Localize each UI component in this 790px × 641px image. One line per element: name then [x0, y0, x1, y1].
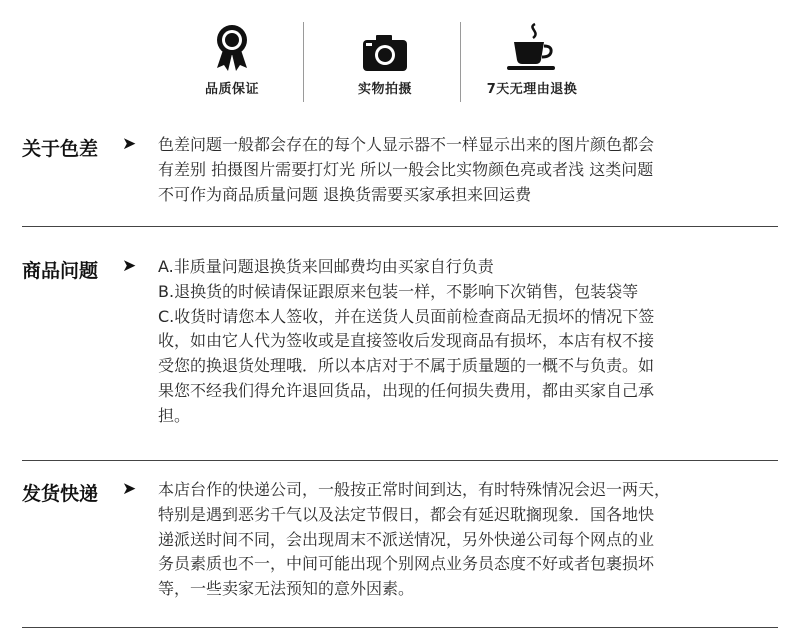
text-line: 收，如由它人代为签收或是直接签收后发现商品有损坏，本店有权不接	[158, 331, 655, 351]
badge-divider	[303, 22, 304, 102]
arrow-right-icon: ➤	[122, 479, 137, 499]
section-body	[158, 133, 788, 207]
section-title: 发货快递	[22, 483, 99, 505]
text-line: 有差别 拍摄图片需要打灯光 所以一般会比实物颜色亮或者浅 这类问题	[158, 159, 654, 179]
section-divider	[22, 460, 778, 461]
text-line: 色差问题一般都会存在的每个人显示器不一样显示出来的图片颜色都会	[158, 135, 655, 154]
badge-label: 7天无理由退换	[486, 82, 578, 97]
badge-divider	[460, 22, 461, 102]
section-body	[158, 255, 788, 429]
text-line: B.退换货的时候请保证跟原来包装一样，不影响下次销售，包装袋等	[158, 281, 639, 301]
coffee-cup-icon	[462, 20, 602, 72]
text-line: 递派送时间不同，会出现周末不派送情况，另外快递公司每个网点的业	[158, 529, 655, 549]
award-ribbon-icon	[162, 20, 302, 72]
section-divider	[22, 627, 778, 628]
text-line: 等，一些卖家无法预知的意外因素。	[158, 579, 415, 599]
arrow-right-icon: ➤	[122, 134, 137, 154]
text-line: 务员素质也不一，中间可能出现个别网点业务员态度不好或者包裹损坏	[158, 554, 655, 574]
text-line: 特别是遇到恶劣千气以及法定节假日，都会有延迟耽搁现象．国各地快	[158, 504, 655, 524]
badge-real-photo	[315, 20, 455, 97]
badge-quality	[162, 20, 302, 97]
text-line: 本店台作的快递公司，一般按正常时间到达，有时特殊情况会迟一两天，	[158, 480, 671, 499]
text-line: A.非质量问题退换货来回邮费均由买家自行负责	[158, 257, 494, 276]
text-line: C.收货时请您本人签收，并在送货人员面前检查商品无损坏的情况下签	[158, 306, 655, 326]
section-divider	[22, 226, 778, 227]
badge-label: 品质保证	[204, 82, 259, 97]
section-title: 商品问题	[22, 260, 99, 282]
text-line: 不可作为商品质量问题 退换货需要买家承担来回运费	[158, 184, 532, 204]
badge-return	[462, 20, 602, 97]
text-line: 担。	[158, 405, 191, 425]
section-title: 关于色差	[22, 138, 99, 160]
camera-icon	[315, 20, 455, 72]
badge-label: 实物拍摄	[357, 82, 412, 97]
text-line: 受您的换退货处理哦．所以本店对于不属于质量题的一概不与负责。如	[158, 356, 655, 376]
text-line: 果您不经我们得允许退回货品，出现的任何损失费用，都由买家自己承	[158, 380, 655, 400]
section-body	[158, 478, 788, 602]
arrow-right-icon: ➤	[122, 256, 137, 276]
